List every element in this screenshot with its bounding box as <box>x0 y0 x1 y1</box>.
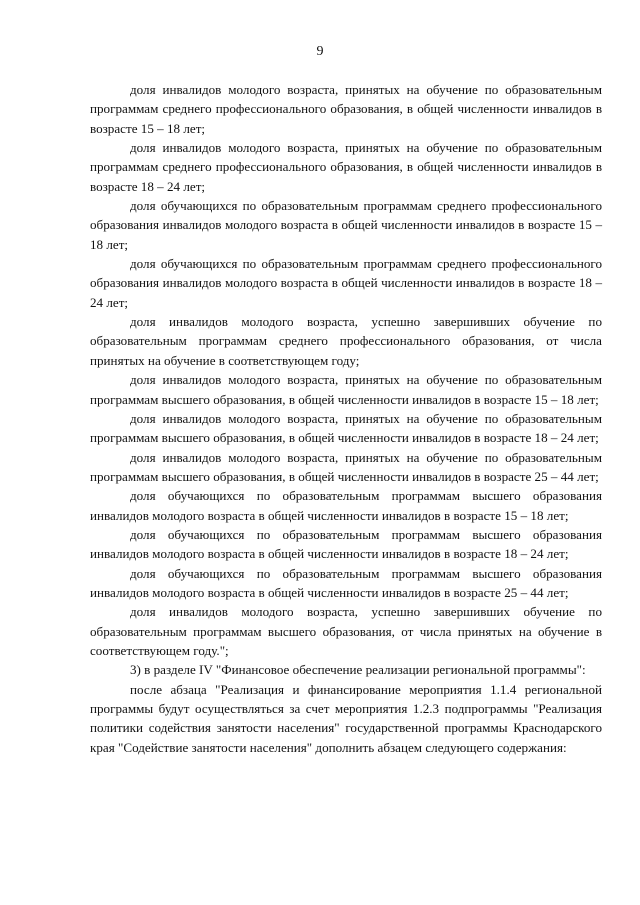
paragraph: доля обучающихся по образовательным программам высшего образования инвалидов молодого возраста в общей численности инвалидов в возрасте 18 – 24 лет; <box>90 526 602 562</box>
page-number: 9 <box>316 44 324 59</box>
paragraph: доля инвалидов молодого возраста, принятых на обучение по образовательным программам среднего профессионального образования, в общей численности инвалидов в возрасте 15 – 18 лет; <box>90 82 602 136</box>
paragraph: доля инвалидов молодого возраста, успешно завершивших обучение по образовательным программам среднего профессионального образования, от числа принятых на обучение в соответствующем году; <box>90 314 602 368</box>
paragraph: доля инвалидов молодого возраста, принятых на обучение по образовательным программам высшего образования, в общей численности инвалидов в возрасте 18 – 24 лет; <box>90 410 602 446</box>
paragraph: доля обучающихся по образовательным программам среднего профессионального образования инвалидов молодого возраста в общей численности инвалидов в возрасте 18 – 24 лет; <box>90 256 602 310</box>
paragraph: доля инвалидов молодого возраста, принятых на обучение по образовательным программам высшего образования, в общей численности инвалидов в возрасте 25 – 44 лет; <box>90 449 602 484</box>
document-body <box>90 80 602 757</box>
paragraph: доля обучающихся по образовательным программам высшего образования инвалидов молодого возраста в общей численности инвалидов в возрасте 15 – 18 лет; <box>90 488 602 523</box>
paragraph: доля обучающихся по образовательным программам среднего профессионального образования инвалидов молодого возраста в общей численности инвалидов в возрасте 15 – 18 лет; <box>90 198 602 252</box>
paragraph: доля инвалидов молодого возраста, принятых на обучение по образовательным программам среднего профессионального образования, в общей численности инвалидов в возрасте 18 – 24 лет; <box>90 140 602 194</box>
paragraph: доля обучающихся по образовательным программам высшего образования инвалидов молодого возраста в общей численности инвалидов в возрасте 25 – 44 лет; <box>90 565 602 600</box>
amendment-instruction: после абзаца "Реализация и финансирование мероприятия 1.1.4 региональной программы будут осуществляться за счет мероприятия 1.2.3 подпрограммы "Реализация политики содействия занятости населения" государственной программы Краснодарского края "Содействие занятости населения" дополнить абзацем следующего содержания: <box>90 681 602 755</box>
paragraph: доля инвалидов молодого возраста, успешно завершивших обучение по образовательным программам высшего образования, от числа принятых на обучение в соответствующем году."; <box>90 604 602 658</box>
paragraph: доля инвалидов молодого возраста, принятых на обучение по образовательным программам высшего образования, в общей численности инвалидов в возрасте 15 – 18 лет; <box>90 372 602 407</box>
amendment-item: 3) в разделе IV "Финансовое обеспечение реализации региональной программы": <box>130 662 586 678</box>
